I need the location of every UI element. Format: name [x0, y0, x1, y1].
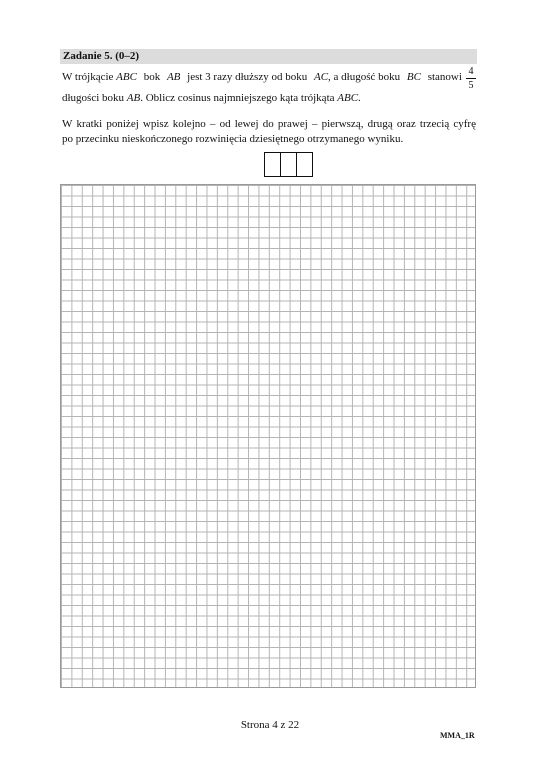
- word: drugą: [367, 118, 393, 130]
- text-fragment: jest 3 razy dłuższy od boku: [187, 71, 308, 83]
- answer-digit-box[interactable]: [265, 153, 281, 176]
- text-fragment: . Oblicz cosinus najmniejszego kąta trójkąta: [140, 92, 335, 104]
- word: kratki: [76, 118, 103, 130]
- word: –: [311, 118, 318, 130]
- text-fragment: , a długość boku: [328, 71, 401, 83]
- task-title: Zadanie 5. (0–2): [63, 50, 140, 62]
- word: wpisz: [142, 118, 169, 130]
- math-var: BC: [406, 71, 421, 83]
- text-fragment: bok: [143, 71, 161, 83]
- text-fragment: długości boku: [62, 92, 125, 104]
- math-var: AB: [126, 92, 141, 104]
- word: –: [209, 118, 216, 130]
- text-fragment: .: [358, 92, 361, 104]
- answer-boxes: [264, 152, 313, 177]
- word: pierwszą,: [321, 118, 364, 130]
- word: od: [219, 118, 231, 130]
- math-var: ABC: [337, 92, 359, 104]
- word: trzecią: [419, 118, 450, 130]
- word: cyfrę: [453, 118, 476, 130]
- exam-code: MMA_1R: [440, 731, 475, 740]
- task-header: [60, 49, 477, 64]
- word: prawej: [277, 118, 308, 130]
- answer-digit-box[interactable]: [281, 153, 297, 176]
- word: kolejno: [172, 118, 206, 130]
- word: poniżej: [106, 118, 139, 130]
- text-fragment: stanowi: [427, 71, 462, 83]
- task-text-line-3: [62, 117, 476, 131]
- fraction-bar: [466, 78, 476, 79]
- word: W: [62, 118, 73, 130]
- task-text-line-4: po przecinku nieskończonego rozwinięcia dziesiętnego otrzymanego wyniku.: [62, 133, 404, 145]
- answer-digit-box[interactable]: [297, 153, 312, 176]
- page-number: Strona 4 z 22: [240, 719, 300, 731]
- math-var: AB: [166, 71, 181, 83]
- text-fragment: W trójkącie: [62, 71, 114, 83]
- word: do: [262, 118, 274, 130]
- math-var: AC: [313, 71, 329, 83]
- task-text-line-1: [62, 70, 462, 84]
- task-text-line-2: [62, 91, 361, 105]
- answer-grid[interactable]: [60, 184, 476, 688]
- math-var: ABC: [116, 71, 137, 83]
- fraction: [466, 66, 476, 91]
- fraction-denominator: 5: [468, 80, 474, 91]
- word: oraz: [396, 118, 416, 130]
- word: lewej: [234, 118, 259, 130]
- fraction-numerator: 4: [468, 66, 474, 77]
